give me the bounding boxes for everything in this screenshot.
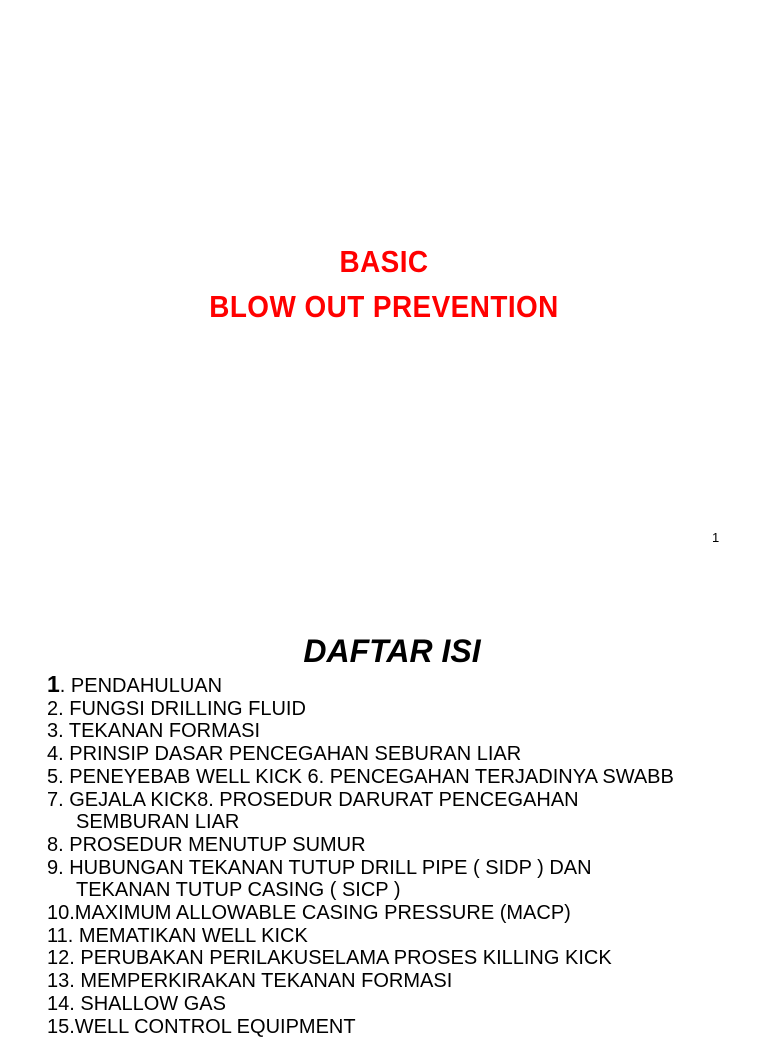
toc-item-text: 8. PROSEDUR MENUTUP SUMUR: [47, 833, 366, 856]
toc-item-continuation: SEMBURAN LIAR: [76, 811, 240, 834]
toc-item-text: 2. FUNGSI DRILLING FLUID: [47, 697, 306, 720]
toc-item: [47, 970, 674, 993]
toc-item: [47, 947, 674, 970]
toc-item-text: 11. MEMATIKAN WELL KICK: [47, 924, 308, 947]
toc-item: [47, 720, 674, 743]
page-number: 1: [712, 530, 720, 545]
toc-item-number: 1: [47, 671, 60, 697]
toc-list: [47, 673, 674, 1038]
toc-item: [47, 698, 674, 721]
toc-item-text: 14. SHALLOW GAS: [47, 992, 226, 1015]
toc-item-text: 10.MAXIMUM ALLOWABLE CASING PRESSURE (MACP): [47, 902, 571, 925]
toc-heading: DAFTAR ISI: [303, 633, 481, 669]
toc-item-text: 5. PENEYEBAB WELL KICK 6. PENCEGAHAN TERJADINYA SWABB: [47, 765, 674, 788]
toc-item-text: 4. PRINSIP DASAR PENCEGAHAN SEBURAN LIAR: [47, 743, 522, 766]
slide-title-line-1: BASIC: [339, 244, 429, 279]
toc-item-text: 3. TEKANAN FORMASI: [47, 720, 261, 743]
toc-item-text: 15.WELL CONTROL EQUIPMENT: [47, 1015, 356, 1038]
toc-item: [47, 993, 674, 1016]
slide-title-line-2: BLOW OUT PREVENTION: [209, 289, 559, 324]
toc-item-text: 7. GEJALA KICK8. PROSEDUR DARURAT PENCEGAHAN: [47, 788, 579, 811]
toc-item-continuation: TEKANAN TUTUP CASING ( SICP ): [76, 879, 401, 902]
toc-item: [47, 1016, 674, 1038]
toc-item: [47, 902, 674, 925]
toc-item: [47, 834, 674, 857]
toc-item-text: 12. PERUBAKAN PERILAKUSELAMA PROSES KILLING KICK: [47, 947, 612, 970]
toc-item: [47, 743, 674, 766]
toc-item: [47, 673, 674, 698]
toc-item: [47, 857, 674, 902]
toc-item: [47, 789, 674, 834]
toc-item-text: 9. HUBUNGAN TEKANAN TUTUP DRILL PIPE ( SIDP ) DAN: [47, 856, 592, 879]
toc-item-text: . PENDAHULUAN: [59, 675, 223, 697]
toc-item: [47, 925, 674, 948]
toc-item-text: 13. MEMPERKIRAKAN TEKANAN FORMASI: [47, 970, 453, 993]
toc-item: [47, 766, 674, 789]
